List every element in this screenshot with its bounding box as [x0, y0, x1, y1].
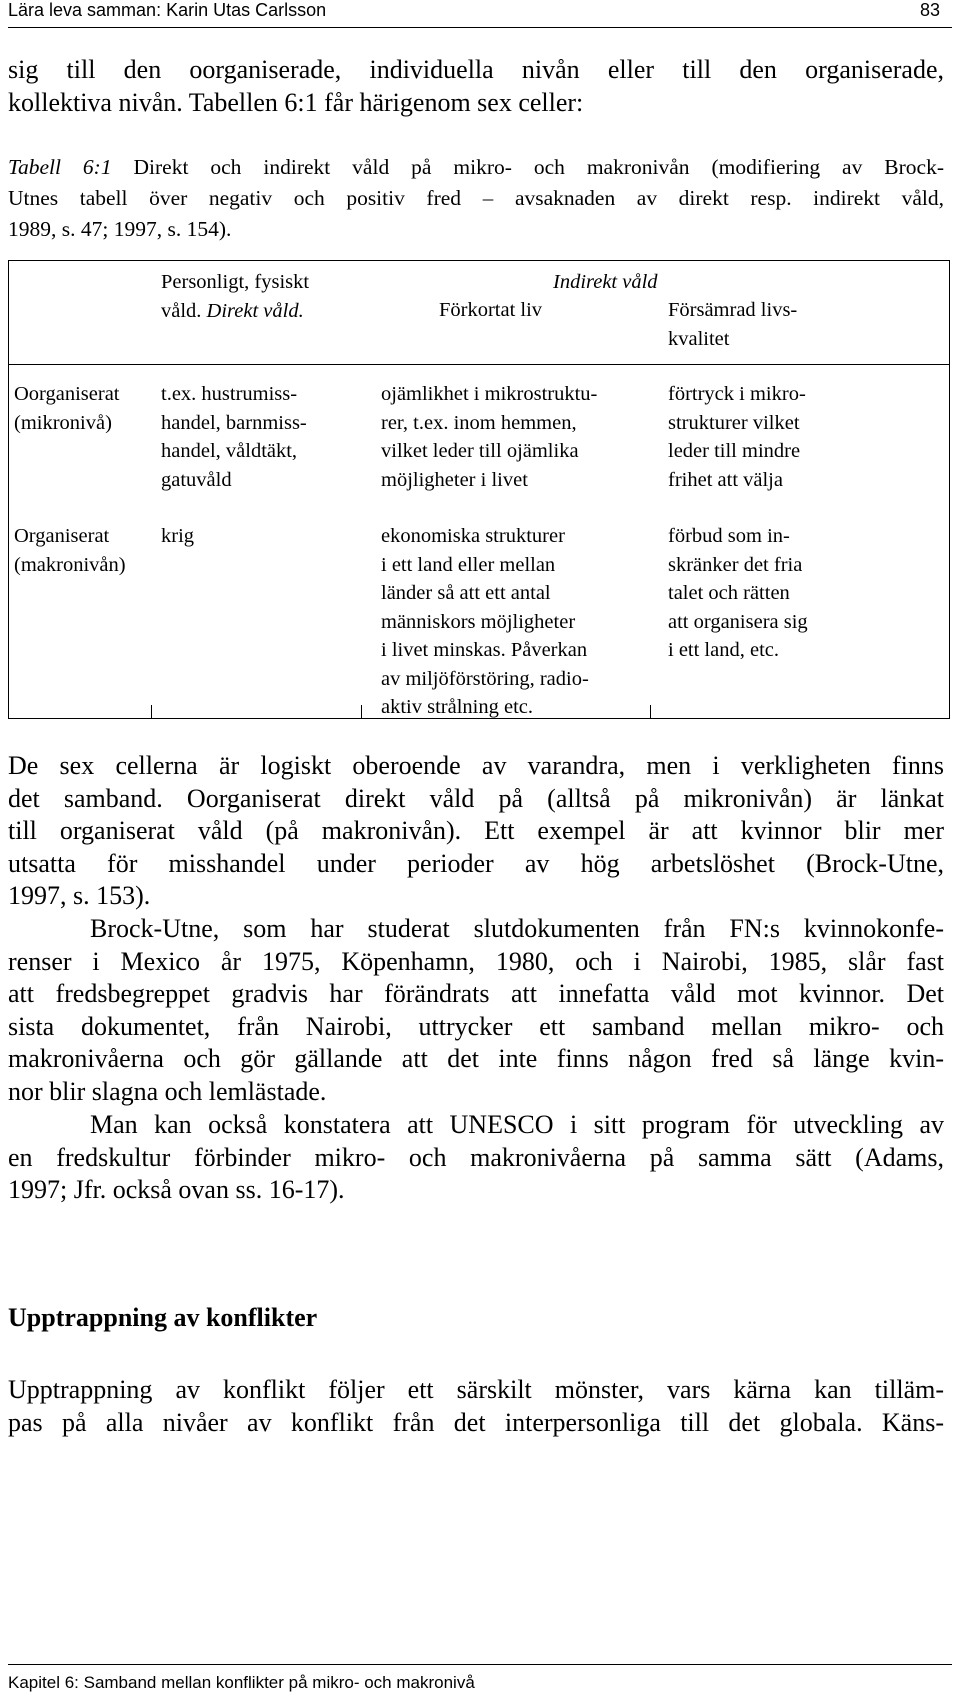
caption-text: Direkt och indirekt våld på mikro- och makronivån (modifiering av Brock- [111, 155, 944, 179]
column-tick [650, 705, 651, 718]
cell-reduced-quality: förbud som in- skränker det fria talet och rätten att organisera sig i ett land, etc. [668, 525, 808, 661]
column-tick [361, 705, 362, 718]
table-header-border [8, 364, 950, 365]
section-heading: Upptrappning av konflikter [8, 1303, 318, 1332]
header-reduced-quality: Försämrad livs- kvalitet [668, 299, 798, 350]
cell-direct: krig [161, 525, 195, 547]
text-line: att fredsbegreppet gradvis har förändrats att innefatta våld mot kvinnor. Det [8, 979, 944, 1009]
paragraph [8, 1374, 944, 1439]
text-line: 1997; Jfr. också ovan ss. 16-17). [8, 1175, 345, 1205]
text-line: till organiserat våld (på makronivån). Ett exempel är att kvinnor blir mer [8, 816, 944, 846]
caption-label: Tabell 6:1 [8, 155, 112, 179]
table-left-border [8, 260, 9, 718]
text-line: nor blir slagna och lemlästade. [8, 1076, 327, 1106]
text-line: makronivåerna och gör gällande att det inte finns någon fred så länge kvin- [8, 1044, 944, 1074]
row-label-organized: Organiserat (makronivån) [14, 525, 126, 576]
text-line: pas på alla nivåer av konflikt från det interpersonliga till det globala. Käns- [8, 1407, 944, 1437]
cell-shortened-life: ojämlikhet i mikrostruktu- rer, t.ex. inom hemmen, vilket leder till ojämlika möjligheter i livet [381, 383, 598, 491]
text-line: det samband. Oorganiserat direkt våld på (alltså på mikronivån) är länkat [8, 783, 944, 813]
row-label-unorganized: Oorganiserat (mikronivå) [14, 383, 120, 434]
paragraph [8, 750, 944, 913]
cell-shortened-life: ekonomiska strukturer i ett land eller mellan länder så att ett antal människors möjligheter i livet minskas. Påverkan av miljöförstöring, radio- aktiv strålning etc. [381, 525, 589, 718]
page-number: 83 [919, 0, 940, 20]
paragraph [8, 1109, 944, 1207]
header-shortened-life: Förkortat liv [439, 299, 543, 321]
text-line: 1997, s. 153). [8, 881, 151, 911]
text-line: Man kan också konstatera att UNESCO i sitt program för utveckling av [90, 1110, 944, 1139]
header-indirect-violence: Indirekt våld [553, 271, 658, 293]
header-direct-violence: Personligt, fysiskt våld. Direkt våld. [161, 271, 310, 322]
text-line: sista dokumentet, från Nairobi, uttrycker ett samband mellan mikro- och [8, 1011, 944, 1041]
text-line: kollektiva nivån. Tabellen 6:1 får härigenom sex celler: [8, 87, 584, 117]
footer-rule [8, 1664, 952, 1665]
text-line: De sex cellerna är logiskt oberoende av varandra, men i verkligheten finns [8, 751, 944, 780]
text-line: en fredskultur förbinder mikro- och makronivåerna på samma sätt (Adams, [8, 1142, 944, 1172]
table-right-border [949, 260, 950, 718]
column-tick [151, 705, 152, 718]
text-line: sig till den oorganiserade, individuella nivån eller till den organiserade, [8, 55, 944, 84]
caption-text: Utnes tabell över negativ och positiv fred ⎯ avsaknaden av direkt resp. indirekt våld, [8, 186, 944, 210]
cell-direct: t.ex. hustrumiss- handel, barnmiss- handel, våldtäkt, gatuvåld [161, 383, 307, 491]
running-footer-title: Kapitel 6: Samband mellan konflikter på mikro- och makronivå [8, 1673, 475, 1692]
cell-reduced-quality: förtryck i mikro- strukturer vilket leder till mindre frihet att välja [668, 383, 806, 491]
text-line: Upptrappning av konflikt följer ett särskilt mönster, vars kärna kan tilläm- [8, 1375, 944, 1404]
table-top-border [8, 260, 950, 261]
text-line: Brock-Utne, som har studerat slutdokumenten från FN:s kvinnokonfe- [90, 914, 944, 943]
text-line: renser i Mexico år 1975, Köpenhamn, 1980, och i Nairobi, 1985, slår fast [8, 946, 944, 976]
running-header-title: Lära leva samman: Karin Utas Carlsson [8, 0, 327, 20]
paragraph [8, 913, 944, 1109]
caption-text: 1989, s. 47; 1997, s. 154). [8, 217, 232, 241]
text-line: utsatta för misshandel under perioder av hög arbetslöshet (Brock-Utne, [8, 848, 944, 878]
